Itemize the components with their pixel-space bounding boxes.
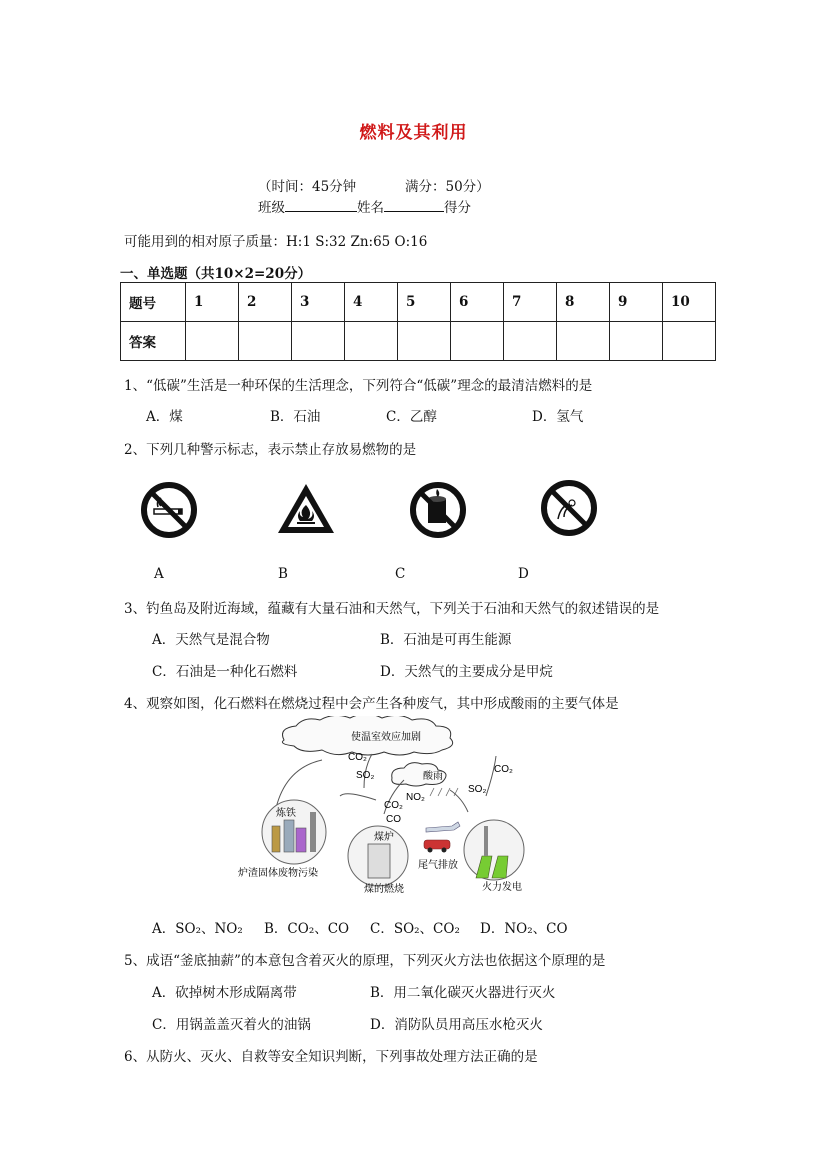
so2-label-left: SO₂ [356,770,375,781]
answer-table [120,282,716,361]
row-label-number: 题号 [121,283,186,322]
question-2-stem: 2、下列几种警示标志，表示禁止存放易燃物的是 [124,442,417,458]
q5-option-a: A．砍掉树木形成隔离带 [152,985,297,1001]
table-cell: 5 [398,283,451,322]
furnace-label: 煤炉 [374,832,394,843]
no-flammable-storage-icon [408,481,468,539]
table-cell: 3 [292,283,345,322]
answer-cell[interactable] [345,322,398,361]
question-3-stem: 3、钓鱼岛及附近海域，蕴藏有大量石油和天然气，下列关于石油和天然气的叙述错误的是 [124,601,660,617]
table-cell: 6 [451,283,504,322]
q5-option-c: C．用锅盖盖灭着火的油锅 [152,1017,311,1033]
co2-label-left: CO₂ [348,752,367,763]
question-5-stem: 5、成语“釜底抽薪”的本意包含着灭火的原理，下列灭火方法也依据这个原理的是 [124,953,606,969]
flammable-warning-icon [275,481,337,537]
so2-label-right: SO₂ [468,784,487,795]
question-1-stem: 1、“低碳”生活是一种环保的生活理念，下列符合“低碳”理念的最清洁燃料的是 [124,378,593,394]
table-cell: 4 [345,283,398,322]
name-label: 姓名 [357,200,384,216]
answer-cell[interactable] [451,322,504,361]
q2-option-d: D [518,566,529,582]
table-cell: 7 [504,283,557,322]
student-info-line [258,196,471,216]
no2-label: NO₂ [406,792,425,803]
name-blank [384,199,444,212]
exhaust-label: 尾气排放 [418,860,458,871]
q3-option-c: C．石油是一种化石燃料 [152,664,298,680]
power-label: 火力发电 [482,882,522,893]
co2-label-center: CO₂ [384,800,403,811]
table-cell: 1 [186,283,239,322]
class-blank [285,199,357,212]
q5-option-d: D．消防队员用高压水枪灭火 [370,1017,543,1033]
exam-full-score: 满分：50分） [405,179,490,195]
answer-cell[interactable] [239,322,292,361]
table-cell: 9 [610,283,663,322]
q5-option-b: B．用二氧化碳灭火器进行灭火 [370,985,556,1001]
table-row [121,322,716,361]
table-cell: 10 [663,283,716,322]
q3-option-a: A．天然气是混合物 [152,632,270,648]
score-label: 得分 [444,200,471,216]
answer-cell[interactable] [663,322,716,361]
table-cell: 8 [557,283,610,322]
q1-option-c: C．乙醇 [386,409,437,425]
no-smoking-sign-icon [140,481,198,539]
section-heading: 一、单选题（共10×2=20分） [120,266,312,282]
answer-cell[interactable] [610,322,663,361]
q1-option-a: A．煤 [146,409,183,425]
no-fireworks-sign-icon [540,479,598,537]
q2-option-b: B [278,566,288,582]
question-6-stem: 6、从防火、灭火、自救等安全知识判断，下列事故处理方法正确的是 [124,1049,538,1065]
class-label: 班级 [258,200,285,216]
answer-cell[interactable] [398,322,451,361]
q1-option-d: D．氢气 [532,409,584,425]
smelt-label: 炼铁 [276,808,296,819]
co-label: CO [386,814,401,825]
q4-option-a: A．SO₂、NO₂ [152,921,243,937]
answer-cell[interactable] [557,322,610,361]
q4-option-b: B．CO₂、CO [264,921,350,937]
acid-rain-label: 酸雨 [423,771,443,782]
q2-option-c: C [395,566,406,582]
exam-time: （时间：45分钟 [258,179,357,195]
coal-burn-label: 煤的燃烧 [364,884,404,895]
q3-option-b: B．石油是可再生能源 [380,632,512,648]
atomic-masses: 可能用到的相对原子质量：H:1 S:32 Zn:65 O:16 [124,234,428,250]
q4-option-d: D．NO₂、CO [480,921,568,937]
table-row [121,283,716,322]
answer-cell[interactable] [504,322,557,361]
co2-label-right: CO₂ [494,764,513,775]
q3-option-d: D．天然气的主要成分是甲烷 [380,664,553,680]
row-label-answer: 答案 [121,322,186,361]
page-title: 燃料及其利用 [359,123,468,143]
q4-option-c: C．SO₂、CO₂ [370,921,460,937]
slag-label: 炉渣固体废物污染 [238,868,318,879]
q2-option-a: A [154,566,164,582]
fossil-fuel-pollution-diagram [236,716,536,900]
answer-cell[interactable] [186,322,239,361]
question-4-stem: 4、观察如图，化石燃料在燃烧过程中会产生各种废气，其中形成酸雨的主要气体是 [124,696,619,712]
answer-cell[interactable] [292,322,345,361]
table-cell: 2 [239,283,292,322]
q1-option-b: B．石油 [270,409,321,425]
cloud-top-label: 使温室效应加剧 [351,732,421,743]
